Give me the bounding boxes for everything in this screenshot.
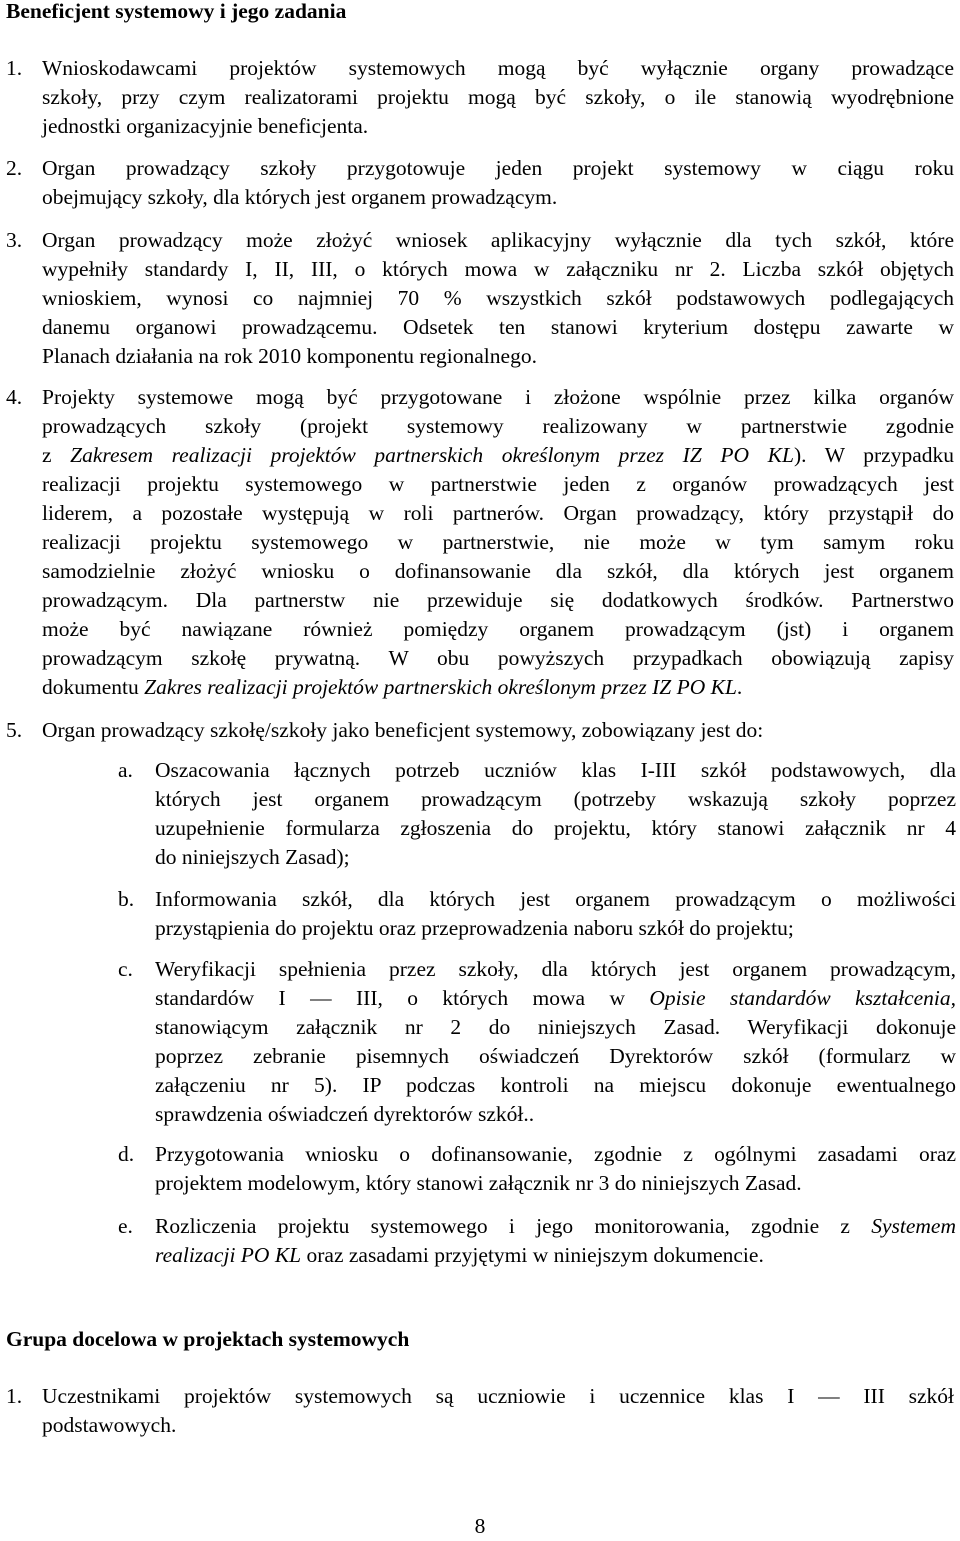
sub-item-c: c. Weryfikacji spełnienia przez szkoły, dla których jest organem prowadzącym, standardów I — III, o których mowa w Opisie standardów kształcenia, stanowiącym załącznik nr 2 do niniejszych Zasad. Weryfikacji dokonuje poprzez zebranie pisemnych oświadczeń Dyrektorów szkół (formularz w załączeniu nr 5). IP podczas kontroli na miejscu dokonuje ewentualnego sprawdzenia oświadczeń dyrektorów szkół.. — [118, 957, 956, 1126]
list-item-2: 2. Organ prowadzący szkoły przygotowuje jeden projekt systemowy w ciągu roku obejmujący szkoły, dla których jest organem prowadzącym. — [6, 156, 954, 209]
section-heading-beneficjent: Beneficjent systemowy i jego zadania — [6, 0, 347, 23]
list-item-5: 5. Organ prowadzący szkołę/szkoły jako beneficjent systemowy, zobowiązany jest do: — [6, 718, 764, 742]
list-item-grupa-1: 1. Uczestnikami projektów systemowych są uczniowie i uczennice klas I — III szkół podstawowych. — [6, 1384, 954, 1437]
section-heading-grupa-docelowa: Grupa docelowa w projektach systemowych — [6, 1327, 410, 1351]
sub-item-d: d. Przygotowania wniosku o dofinansowanie, zgodnie z ogólnymi zasadami oraz projektem modelowym, który stanowi załącznik nr 3 do niniejszych Zasad. — [118, 1142, 956, 1195]
list-item-4: 4. Projekty systemowe mogą być przygotowane i złożone wspólnie przez kilka organów prowadzących szkoły (projekt systemowy realizowany w partnerstwie zgodnie z Zakresem realizacji projektów partnerskich określonym przez IZ PO KL). W przypadku realizacji projektu systemowego w partnerstwie jeden z organów prowadzących jest liderem, a pozostałe występują w roli partnerów. Organ prowadzący, który przystąpił do realizacji projektu systemowego w partnerstwie, nie może w tym samym roku samodzielnie złożyć wniosku o dofinansowanie dla szkół, dla których jest organem prowadzącym. Dla partnerstw nie przewiduje się dodatkowych środków. Partnerstwo może być nawiązane również pomiędzy organem prowadzącym (jst) i organem prowadzącym szkołę prywatną. W obu powyższych przypadkach obowiązują zapisy dokumentu Zakres realizacji projektów partnerskich określonym przez IZ PO KL. — [6, 385, 954, 699]
page-number: 8 — [474, 1514, 486, 1538]
sub-item-b: b. Informowania szkół, dla których jest organem prowadzącym o możliwości przystąpienia do projektu oraz przeprowadzenia naboru szkół do projektu; — [118, 887, 956, 940]
list-item-1: 1. Wnioskodawcami projektów systemowych mogą być wyłącznie organy prowadzące szkoły, przy czym realizatorami projektu mogą być szkoły, o ile stanowią wyodrębnione jednostki organizacyjnie beneficjenta. — [6, 56, 954, 138]
sub-item-a: a. Oszacowania łącznych potrzeb uczniów klas I-III szkół podstawowych, dla których jest organem prowadzącym (potrzeby wskazują szkoły poprzez uzupełnienie formularza zgłoszenia do projektu, który stanowi załącznik nr 4 do niniejszych Zasad); — [118, 758, 956, 869]
list-item-3: 3. Organ prowadzący może złożyć wniosek aplikacyjny wyłącznie dla tych szkół, które wypełniły standardy I, II, III, o których mowa w załączniku nr 2. Liczba szkół objętych wnioskiem, wynosi co najmniej 70 % wszystkich szkół podstawowych podlegających danemu organowi prowadzącemu. Odsetek ten stanowi kryterium dostępu zawarte w Planach działania na rok 2010 komponentu regionalnego. — [6, 228, 954, 368]
sub-item-e: e. Rozliczenia projektu systemowego i jego monitorowania, zgodnie z Systemem realizacji PO KL oraz zasadami przyjętymi w niniejszym dokumencie. — [118, 1214, 956, 1267]
